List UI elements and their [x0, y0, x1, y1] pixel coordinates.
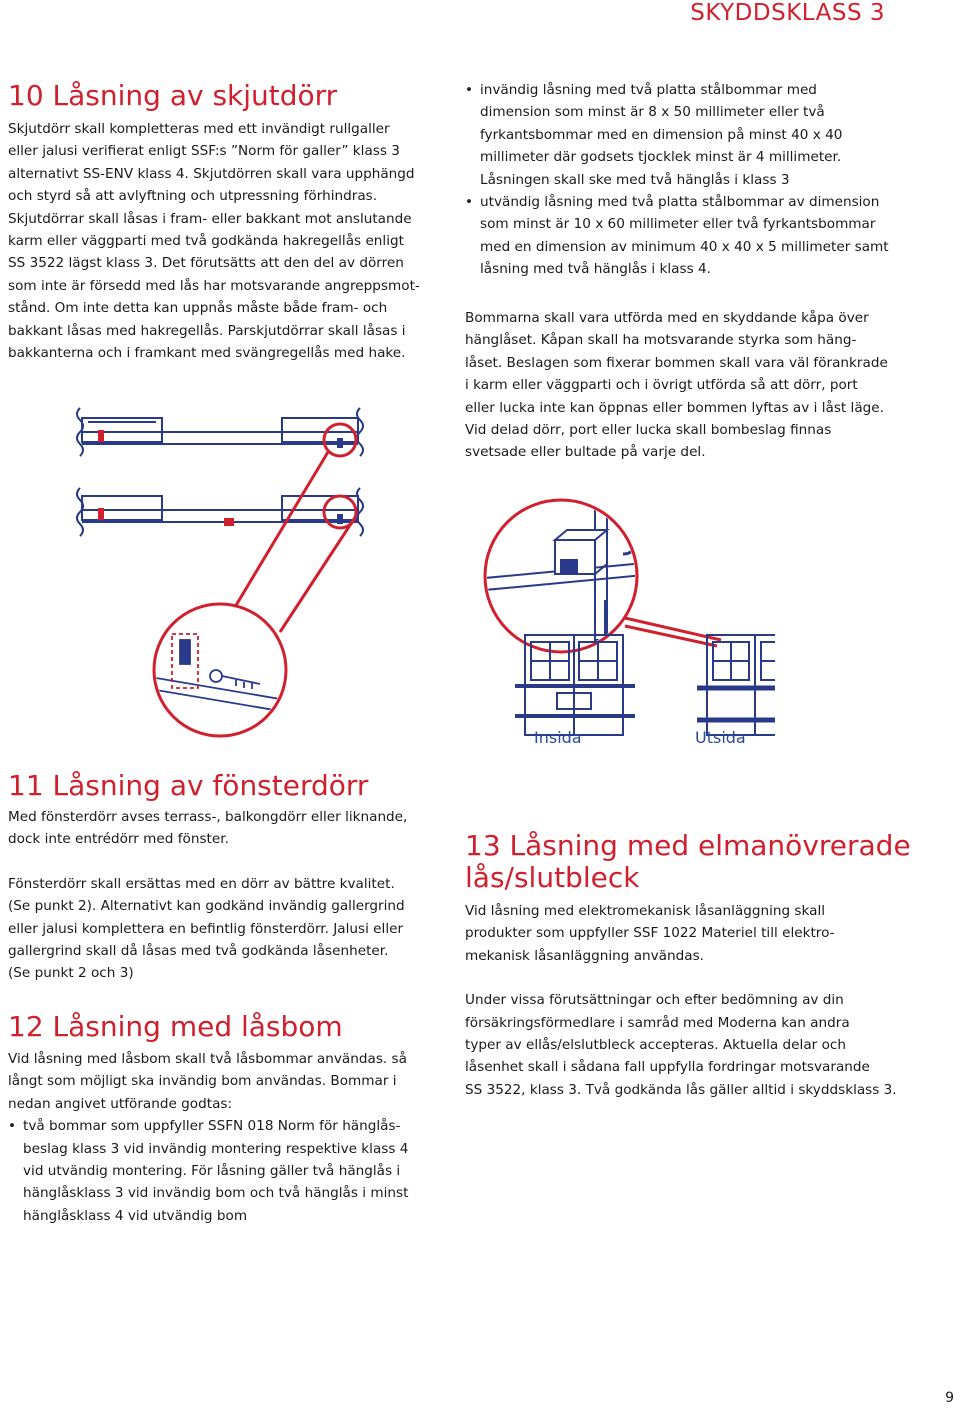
text-line: hänglåsklass 4 vid utvändig bom: [23, 1207, 248, 1224]
text-line: millimeter där godsets tjocklek minst är 4 millimeter.: [480, 149, 842, 166]
text-line: som inte är försedd med lås har motsvarande angreppsmot-: [8, 277, 420, 294]
text-line: och styrd så att avlyftning och utpressning förhindras.: [8, 188, 378, 205]
text-line: Vid låsning med elektromekanisk låsanläggning skall: [465, 903, 826, 919]
text-line: Låsningen skall ske med två hänglås i klass 3: [480, 171, 790, 188]
caption-inside: Insida: [534, 728, 582, 747]
sliding-door-lock-diagram: [60, 400, 380, 740]
text-line: låsning med två hänglås i klass 4.: [480, 261, 711, 278]
text-line: som minst är 10 x 60 millimeter eller två fyrkantsbommar: [480, 216, 876, 233]
text-line: med en dimension av minimum 40 x 40 x 5 millimeter samt: [480, 238, 889, 255]
text-line: försäkringsförmedlare i samråd med Moderna kan andra: [465, 1014, 850, 1031]
text-line: • invändig låsning med två platta stålbommar med: [480, 82, 817, 98]
text-line: (Se punkt 2 och 3): [8, 965, 134, 982]
text-line: gallergrind skall då låsas med två godkända låsenheter.: [8, 943, 389, 960]
text-line: stånd. Om inte detta kan uppnås måste både fram- och: [8, 300, 388, 317]
caption-outside: Utsida: [695, 728, 746, 747]
bar-lock-bullets: [465, 79, 889, 281]
text-line: hänglåset. Kåpan skall ha motsvarande styrka som häng-: [465, 332, 857, 349]
text-line: Fönsterdörr skall ersättas med en dörr av bättre kvalitet.: [8, 875, 395, 892]
text-line: dimension som minst är 8 x 50 millimeter eller två: [480, 104, 825, 121]
text-line: eller jalusi komplettera en befintlig fönsterdörr. Jalusi eller: [8, 920, 404, 937]
text-line: låsenhet skall i sådana fall uppfylla fordringar motsvarande: [465, 1059, 870, 1076]
text-line: Skjutdörr skall kompletteras med ett invändigt rullgaller: [8, 121, 390, 137]
section-12-heading: 12 Låsning med låsbom: [8, 1010, 343, 1043]
section-13-heading: [465, 830, 911, 894]
text-line: långt som möjligt ska invändig bom användas. Bommar i: [8, 1073, 397, 1090]
text-line: låset. Beslagen som fixerar bommen skall vara väl förankrade: [465, 354, 888, 371]
text-line: Skjutdörrar skall låsas i fram- eller bakkant mot anslutande: [8, 210, 412, 227]
section-10-body: [8, 118, 420, 364]
text-line: • utvändig låsning med två platta stålbommar av dimension: [480, 194, 880, 211]
section-11-heading: 11 Låsning av fönsterdörr: [8, 769, 369, 802]
bullet-item: [465, 191, 889, 281]
text-line: produkter som uppfyller SSF 1022 Materiel till elektro-: [465, 925, 835, 942]
heading-line: 13 Låsning med elmanövrerade: [465, 829, 911, 862]
text-line: typer av ellås/elslutbleck accepteras. Aktuella delar och: [465, 1037, 846, 1054]
text-line: Vid låsning med låsbom skall två låsbommar användas. så: [8, 1051, 407, 1067]
text-line: SS 3522 lägst klass 3. Det förutsätts att den del av dörren: [8, 255, 404, 272]
text-line: nedan angivet utförande godtas:: [8, 1095, 233, 1112]
text-line: Vid delad dörr, port eller lucka skall bombeslag finnas: [465, 422, 832, 439]
heading-line: lås/slutbleck: [465, 861, 640, 894]
section-10-heading: 10 Låsning av skjutdörr: [8, 79, 338, 112]
text-line: (Se punkt 2). Alternativt kan godkänd invändig gallergrind: [8, 898, 405, 915]
text-line: beslag klass 3 vid invändig montering respektive klass 4: [23, 1140, 409, 1157]
text-line: eller jalusi verifierat enligt SSF:s ”Norm för galler” klass 3: [8, 143, 400, 160]
text-line: Under vissa förutsättningar och efter bedömning av din: [465, 992, 844, 1009]
bullet-item: [8, 1115, 408, 1227]
text-line: karm eller väggparti med två godkända hakregellås enligt: [8, 233, 404, 250]
page-number: 9: [945, 1390, 954, 1406]
text-line: hänglåsklass 3 vid invändig bom och två hänglås i minst: [23, 1185, 409, 1202]
bar-lock-paragraph: [465, 307, 888, 464]
text-line: bakkant låsas med hakregellås. Parskjutdörrar skall låsas i: [8, 322, 406, 339]
text-line: mekanisk låsanläggning användas.: [465, 947, 704, 964]
text-line: alternativt SS-ENV klass 4. Skjutdörren skall vara upphängd: [8, 165, 415, 182]
section-12-body: [8, 1048, 408, 1227]
text-line: vid utvändig montering. För låsning gäller två hänglås i: [23, 1163, 401, 1180]
page-header-title: SKYDDSKLASS 3: [690, 0, 885, 26]
section-11-body: [8, 806, 407, 985]
text-line: • två bommar som uppfyller SSFN 018 Norm för hänglås-: [23, 1118, 401, 1135]
text-line: Bommarna skall vara utförda med en skyddande kåpa över: [465, 310, 869, 326]
text-line: SS 3522, klass 3. Två godkända lås gäller alltid i skyddsklass 3.: [465, 1081, 897, 1098]
text-line: bakkanterna och i framkant med svängregellås med hake.: [8, 345, 406, 362]
text-line: eller lucka inte kan öppnas eller bommen lyftas av i låst läge.: [465, 399, 884, 416]
text-line: i karm eller väggparti och i övrigt utförda så att dörr, port: [465, 377, 858, 394]
bullet-item: [465, 79, 889, 191]
text-line: fyrkantsbommar med en dimension på minst 40 x 40: [480, 126, 843, 143]
text-line: svetsade eller bultade på varje del.: [465, 444, 706, 461]
padlock-bar-diagram: [475, 490, 775, 750]
text-line: dock inte entrédörr med fönster.: [8, 831, 229, 848]
text-line: Med fönsterdörr avses terrass-, balkongdörr eller liknande,: [8, 809, 408, 825]
section-13-body: [465, 900, 897, 1101]
